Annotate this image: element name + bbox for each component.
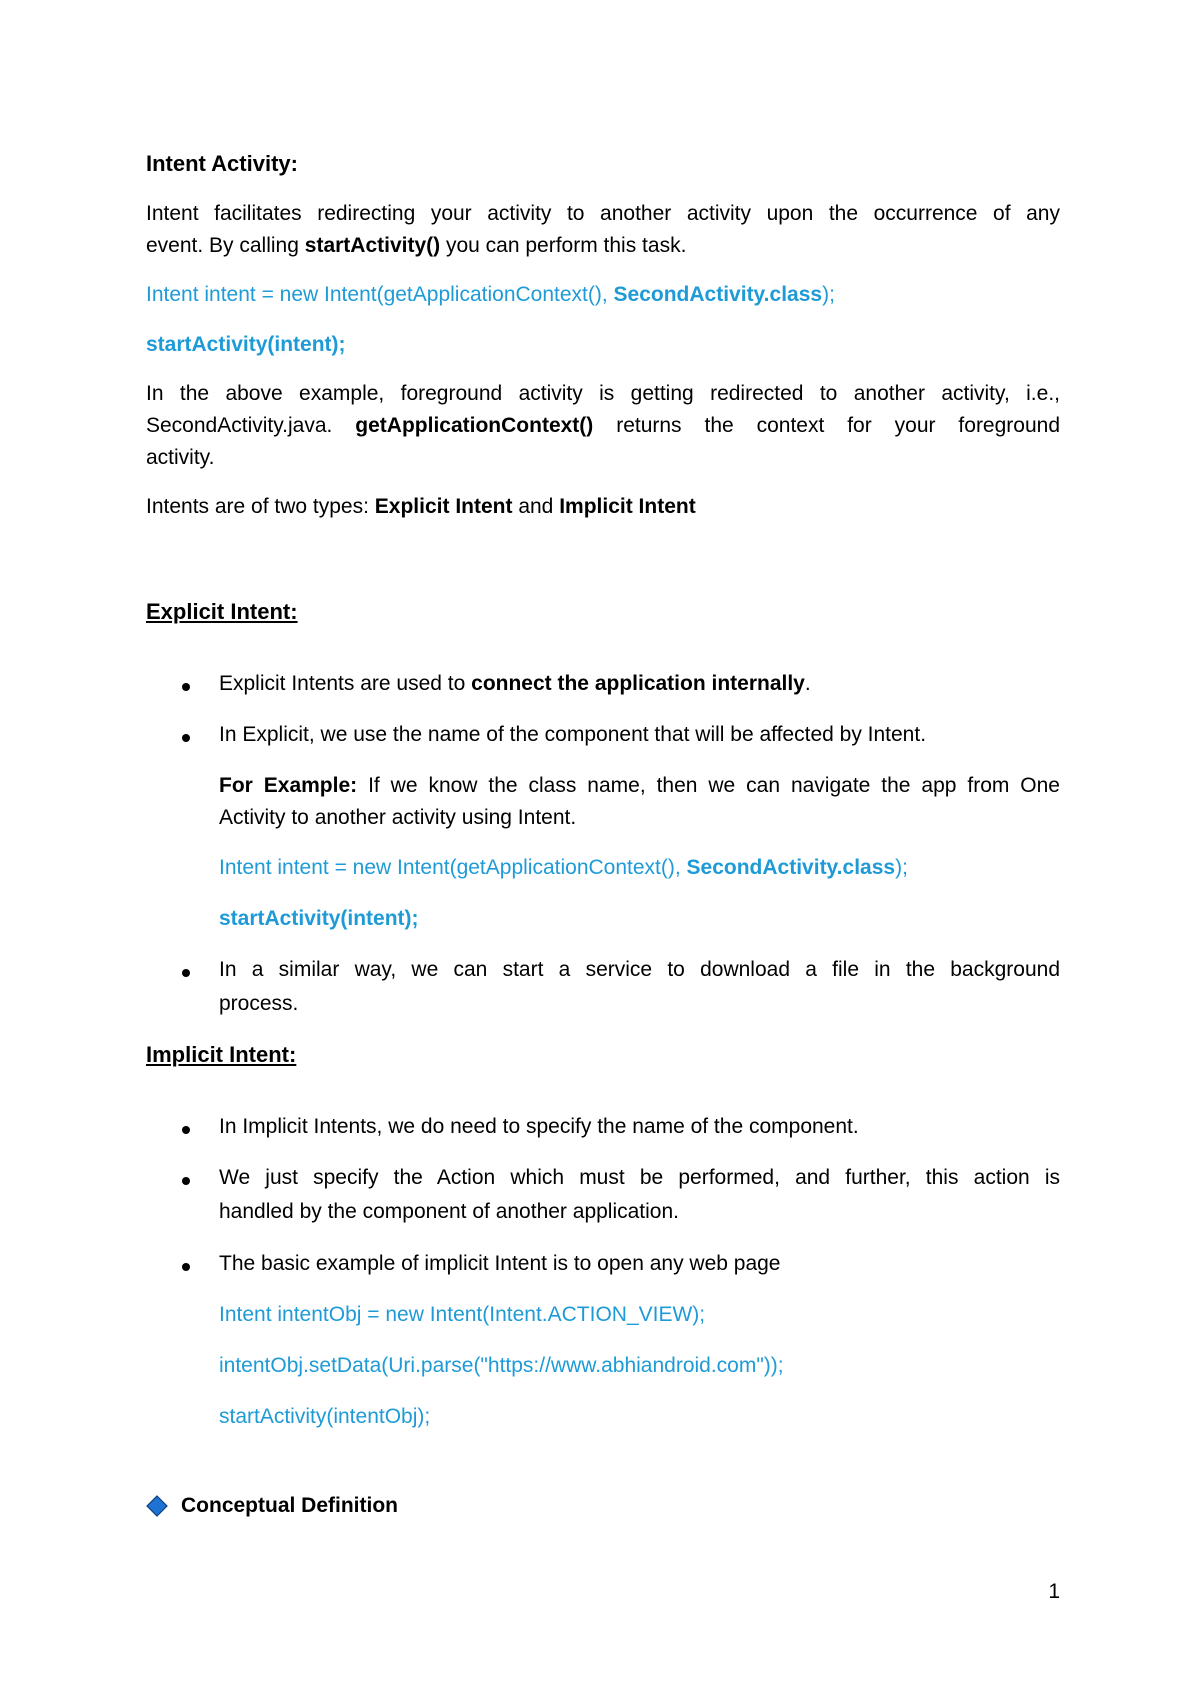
bullet-icon: [182, 683, 190, 691]
explanation-paragraph-line-3: activity.: [146, 446, 215, 469]
intro-paragraph-line-1: Intent facilitates redirecting your activity to another activity upon the occurrence of any: [146, 202, 1060, 225]
explanation-paragraph-line-1: In the above example, foreground activity is getting redirected to another activity, i.e.,: [146, 382, 1060, 405]
bullet-icon: [182, 969, 190, 977]
bullet-icon: [182, 734, 190, 742]
section-heading-implicit-intent: Implicit Intent:: [146, 1042, 297, 1067]
code-line-start-activity: startActivity(intent);: [146, 333, 346, 356]
blue-diamond-icon: [146, 1495, 168, 1517]
explicit-code-start-activity: startActivity(intent);: [219, 907, 419, 930]
explicit-bullet-3-line-1: In a similar way, we can start a service to download a file in the background: [219, 958, 1060, 981]
implicit-bullet-2-line-2: handled by the component of another application.: [219, 1200, 680, 1223]
explicit-bullet-2: In Explicit, we use the name of the component that will be affected by Intent.: [219, 723, 927, 746]
explicit-example-line-1: For Example: If we know the class name, then we can navigate the app from One: [219, 774, 1060, 797]
start-activity-term: startActivity(): [304, 234, 441, 257]
document-page: [146, 0, 1060, 1696]
conceptual-definition-heading: Conceptual Definition: [181, 1494, 398, 1517]
get-application-context-term: getApplicationContext(): [355, 414, 594, 437]
intro-paragraph-line-2: event. By calling startActivity() you can perform this task.: [146, 234, 687, 257]
implicit-bullet-1: In Implicit Intents, we do need to specify the name of the component.: [219, 1115, 859, 1138]
implicit-bullet-2-line-1: We just specify the Action which must be performed, and further, this action is: [219, 1166, 1060, 1189]
bullet-icon: [182, 1263, 190, 1271]
page-number: 1: [1048, 1580, 1060, 1603]
implicit-bullet-3: The basic example of implicit Intent is to open any web page: [219, 1252, 781, 1275]
explicit-example-line-2: Activity to another activity using Intent.: [219, 806, 577, 829]
section-heading-explicit-intent: Explicit Intent:: [146, 599, 298, 624]
implicit-code-new-intent: Intent intentObj = new Intent(Intent.ACTION_VIEW);: [219, 1303, 706, 1326]
explanation-paragraph-line-2: SecondActivity.java. getApplicationContext() returns the context for your foreground: [146, 414, 1061, 437]
explicit-bullet-3-line-2: process.: [219, 992, 299, 1015]
implicit-code-set-data: intentObj.setData(Uri.parse("https://www.abhiandroid.com"));: [219, 1354, 784, 1377]
section-heading-intent-activity: Intent Activity:: [146, 151, 298, 176]
explicit-bullet-1: Explicit Intents are used to connect the application internally.: [219, 672, 811, 695]
bullet-icon: [182, 1177, 190, 1185]
explicit-code-new-intent: Intent intent = new Intent(getApplicationContext(), SecondActivity.class);: [219, 856, 908, 879]
implicit-code-start-activity: startActivity(intentObj);: [219, 1405, 431, 1428]
bullet-icon: [182, 1126, 190, 1134]
intent-types-sentence: Intents are of two types: Explicit Intent and Implicit Intent: [146, 495, 696, 518]
code-line-new-intent: Intent intent = new Intent(getApplicationContext(), SecondActivity.class);: [146, 283, 835, 306]
